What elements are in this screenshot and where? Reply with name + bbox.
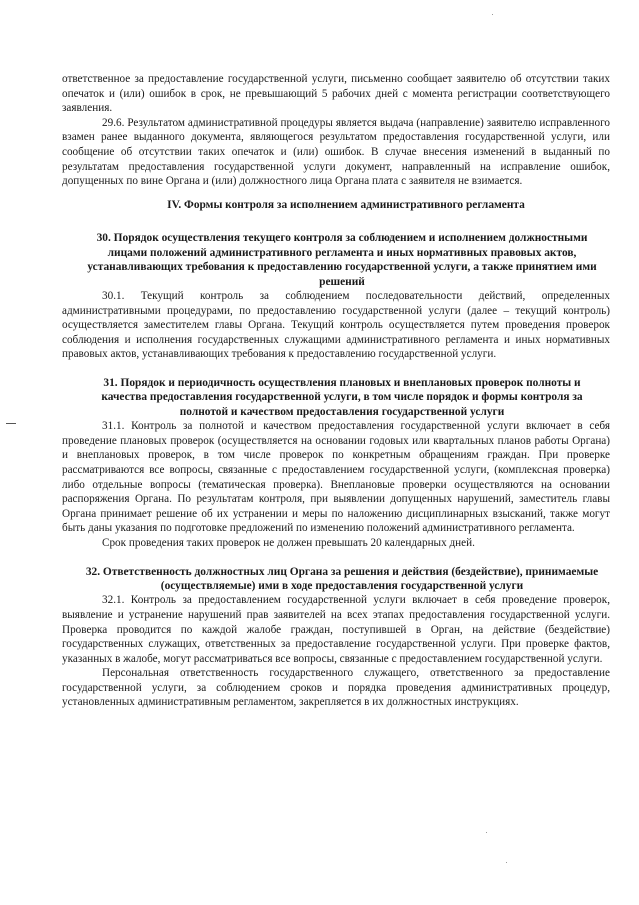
paragraph-30-1: 30.1. Текущий контроль за соблюдением последовательности действий, определенных административными процедурами, по предоставлению государственной услуги (далее – текущий контроль) осуществляется заместителем главы Органа. Текущий контроль осуществляется путем проведения проверок соблюдения и исполнения государственных служащими административного регламента и иных нормативных правовых актов, устанавливающих требования к предоставлению государственной услуги.: [62, 289, 610, 361]
paragraph-31-1: 31.1. Контроль за полнотой и качеством предоставления государственной услуги включает в себя проведение плановых проверок (осуществляется на основании годовых или квартальных планов работы Органа) и внеплановых проверок, в том числе проверок по конкретным обращениям граждан. При проверке рассматриваются все вопросы, связанные с предоставлением государственной услуги, (комплексная проверка) либо отдельные вопросы (тематическая проверка). Внеплановые проверки осуществляются на основании распоряжения Органа. По результатам контроля, при выявлении допущенных нарушений, заместитель главы Органа принимает решение об их устранении и меры по наложению дисциплинарных взысканий, также могут быть даны указания по подготовке предложений по изменению положений административного регламента.: [62, 420, 610, 535]
heading-31: 31. Порядок и периодичность осуществления плановых и внеплановых проверок полноты и качества предоставления государственной услуги, в том числе порядок и формы контроля за полнотой и качеством предоставления государственной услуги: [101, 376, 583, 418]
paragraph-31-term: Срок проведения таких проверок не должен превышать 20 календарных дней.: [102, 536, 475, 549]
scan-speck: [486, 832, 487, 833]
paragraph-29-6: 29.6. Результатом административной процедуры является выдача (направление) заявителю исправленного взамен ранее выданного документа, являющегося результатом предоставления государственной услуги, или сообщение об отсутствии таких опечаток и (или) ошибок. В случае внесения изменений в выданный по результатам предоставления государственной услуги документ, направленный на исправление ошибок, допущенных по вине Органа и (или) должностного лица Органа плата с заявителя не взимается.: [62, 116, 610, 188]
heading-30: 30. Порядок осуществления текущего контроля за соблюдением и исполнением должностными лицами положений административного регламента и иных нормативных правовых актов, устанавливающих требования к предоставлению государственной услуги, а также принятием ими решений: [87, 232, 597, 288]
paragraph-continuation: ответственное за предоставление государственной услуги, письменно сообщает заявителю об отсутствии таких опечаток и (или) ошибок в срок, не превышающий 5 рабочих дней с момента регистрации соответствующего заявления.: [62, 73, 610, 115]
heading-32: 32. Ответственность должностных лиц Органа за решения и действия (бездействие), принимаемые (осуществляемые) ими в ходе предоставления государственной услуги: [85, 565, 599, 592]
section-title: IV. Формы контроля за исполнением административного регламента: [167, 198, 525, 211]
scan-speck: [492, 14, 493, 15]
document-page: [62, 72, 610, 710]
margin-mark: [6, 423, 16, 424]
scan-speck: [506, 862, 507, 863]
paragraph-32-1: 32.1. Контроль за предоставлением государственной услуги включает в себя проведение проверок, выявление и устранение нарушений прав заявителей на всех этапах предоставления государственной услуги. Проверка проводится по каждой жалобе граждан, поступившей в Орган, на действие (бездействие) государственных служащих, ответственных за предоставление государственной услуги. При проверке фактов, указанных в жалобе, могут рассматриваться все вопросы, связанные с предоставлением государственной услуги.: [62, 594, 610, 665]
paragraph-32-responsibility: Персональная ответственность государственного служащего, ответственного за предоставление государственной услуги, за соблюдением сроков и порядка проведения административных процедур, установленных административным регламентом, закрепляется в их должностных инструкциях.: [62, 667, 610, 709]
